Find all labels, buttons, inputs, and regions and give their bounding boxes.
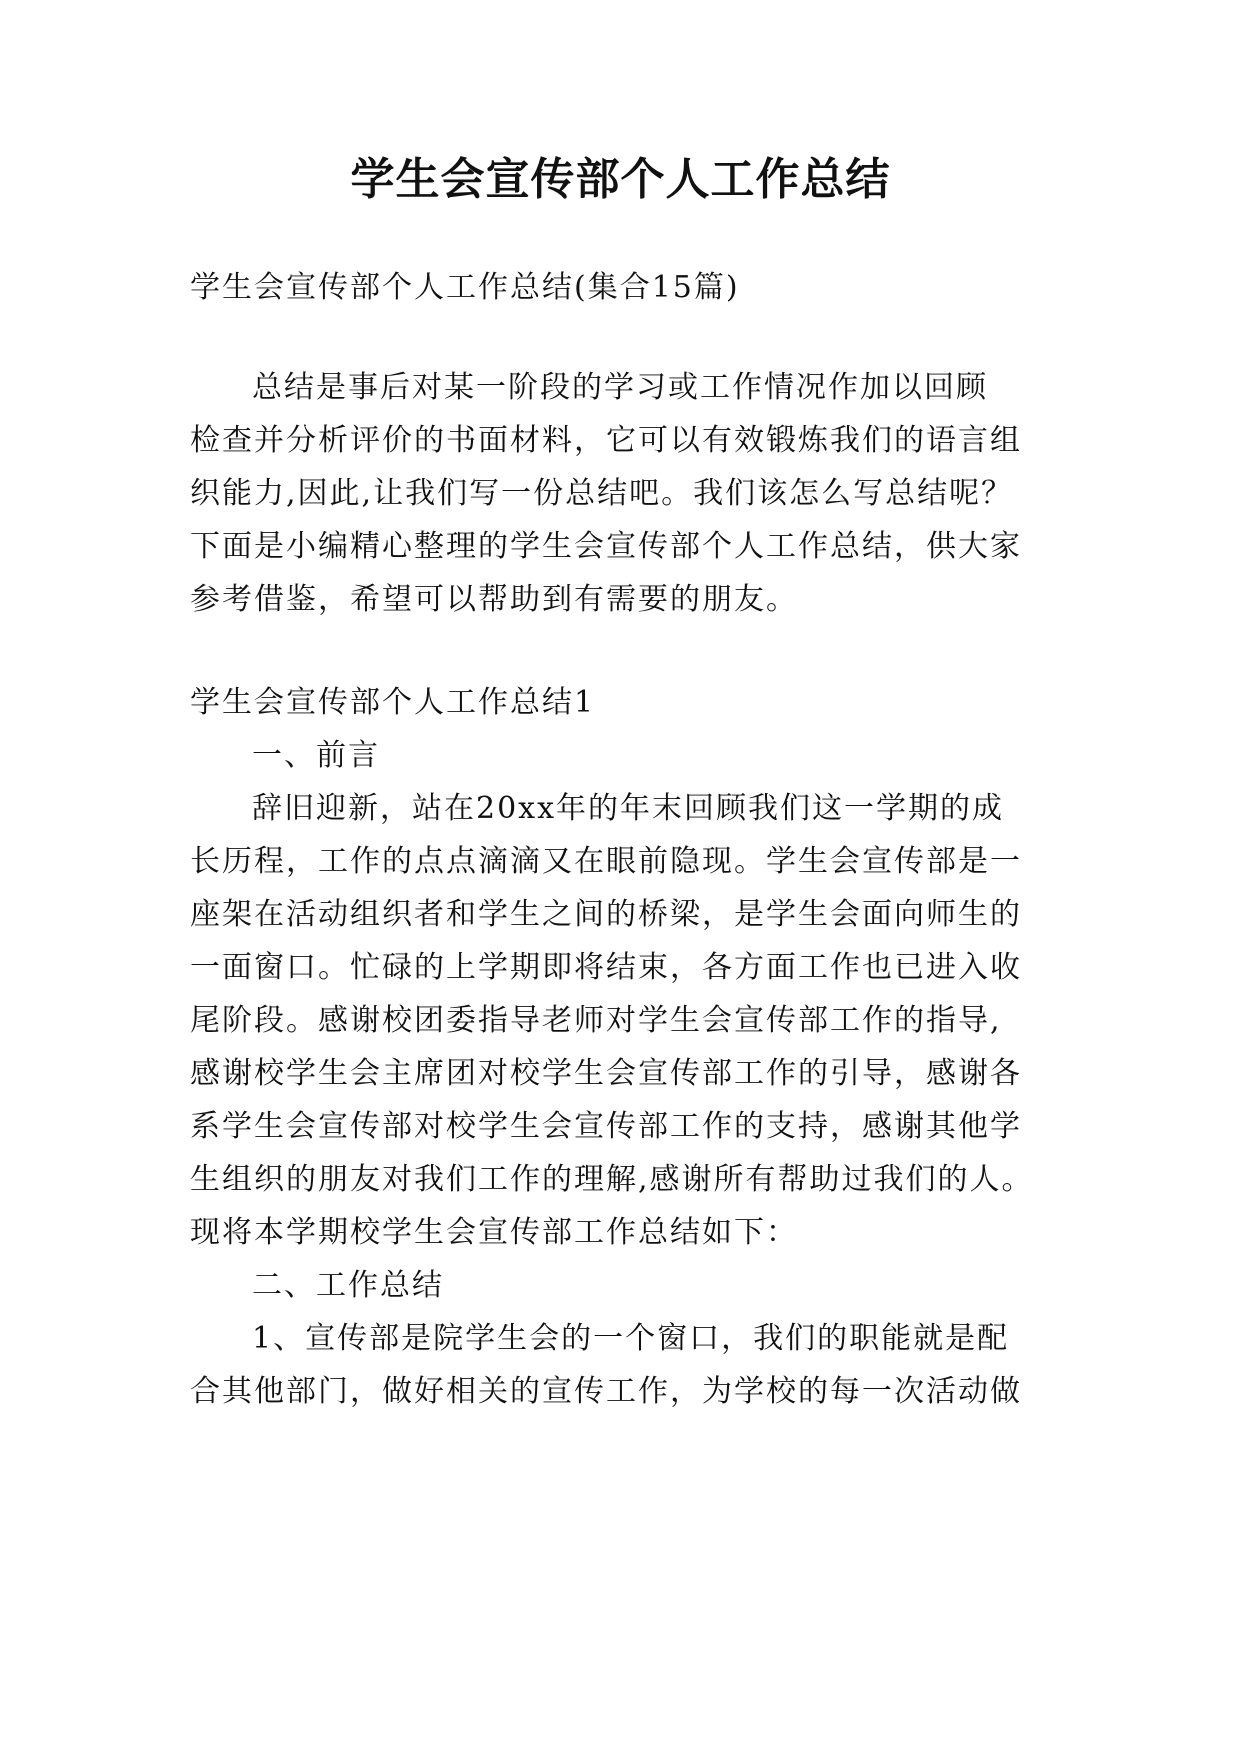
document-subtitle: 学生会宣传部个人工作总结(集合15篇): [190, 270, 740, 305]
intro-line-3: 织能力,因此,让我们写一份总结吧。我们该怎么写总结呢？: [190, 476, 1014, 511]
part2-heading: 二、工作总结: [252, 1268, 444, 1303]
part1-line-8: 生组织的朋友对我们工作的理解,感谢所有帮助过我们的人。: [190, 1162, 1034, 1197]
part1-line-9: 现将本学期校学生会宣传部工作总结如下：: [190, 1215, 798, 1250]
part1-line-7: 系学生会宣传部对校学生会宣传部工作的支持，感谢其他学: [190, 1109, 1022, 1144]
part1-line-6: 感谢校学生会主席团对校学生会宣传部工作的引导，感谢各: [190, 1056, 1022, 1091]
intro-line-1: 总结是事后对某一阶段的学习或工作情况作加以回顾: [252, 370, 988, 405]
part1-line-4: 一面窗口。忙碌的上学期即将结束，各方面工作也已进入收: [190, 950, 1022, 985]
intro-line-2: 检查并分析评价的书面材料，它可以有效锻炼我们的语言组: [190, 423, 1022, 458]
section1-heading: 学生会宣传部个人工作总结1: [190, 685, 596, 720]
part1-line-1: 辞旧迎新，站在20xx年的年末回顾我们这一学期的成: [252, 791, 1005, 826]
part2-line-1: 1、宣传部是院学生会的一个窗口，我们的职能就是配: [252, 1321, 1010, 1356]
part1-line-2: 长历程，工作的点点滴滴又在眼前隐现。学生会宣传部是一: [190, 844, 1022, 879]
part1-line-5: 尾阶段。感谢校团委指导老师对学生会宣传部工作的指导,: [190, 1003, 1002, 1038]
part2-line-2: 合其他部门，做好相关的宣传工作，为学校的每一次活动做: [190, 1374, 1022, 1409]
document-title: 学生会宣传部个人工作总结: [350, 154, 891, 205]
intro-line-4: 下面是小编精心整理的学生会宣传部个人工作总结，供大家: [190, 529, 1022, 564]
part1-line-3: 座架在活动组织者和学生之间的桥梁，是学生会面向师生的: [190, 897, 1022, 932]
part1-heading: 一、前言: [252, 738, 380, 773]
intro-line-5: 参考借鉴，希望可以帮助到有需要的朋友。: [190, 582, 798, 617]
